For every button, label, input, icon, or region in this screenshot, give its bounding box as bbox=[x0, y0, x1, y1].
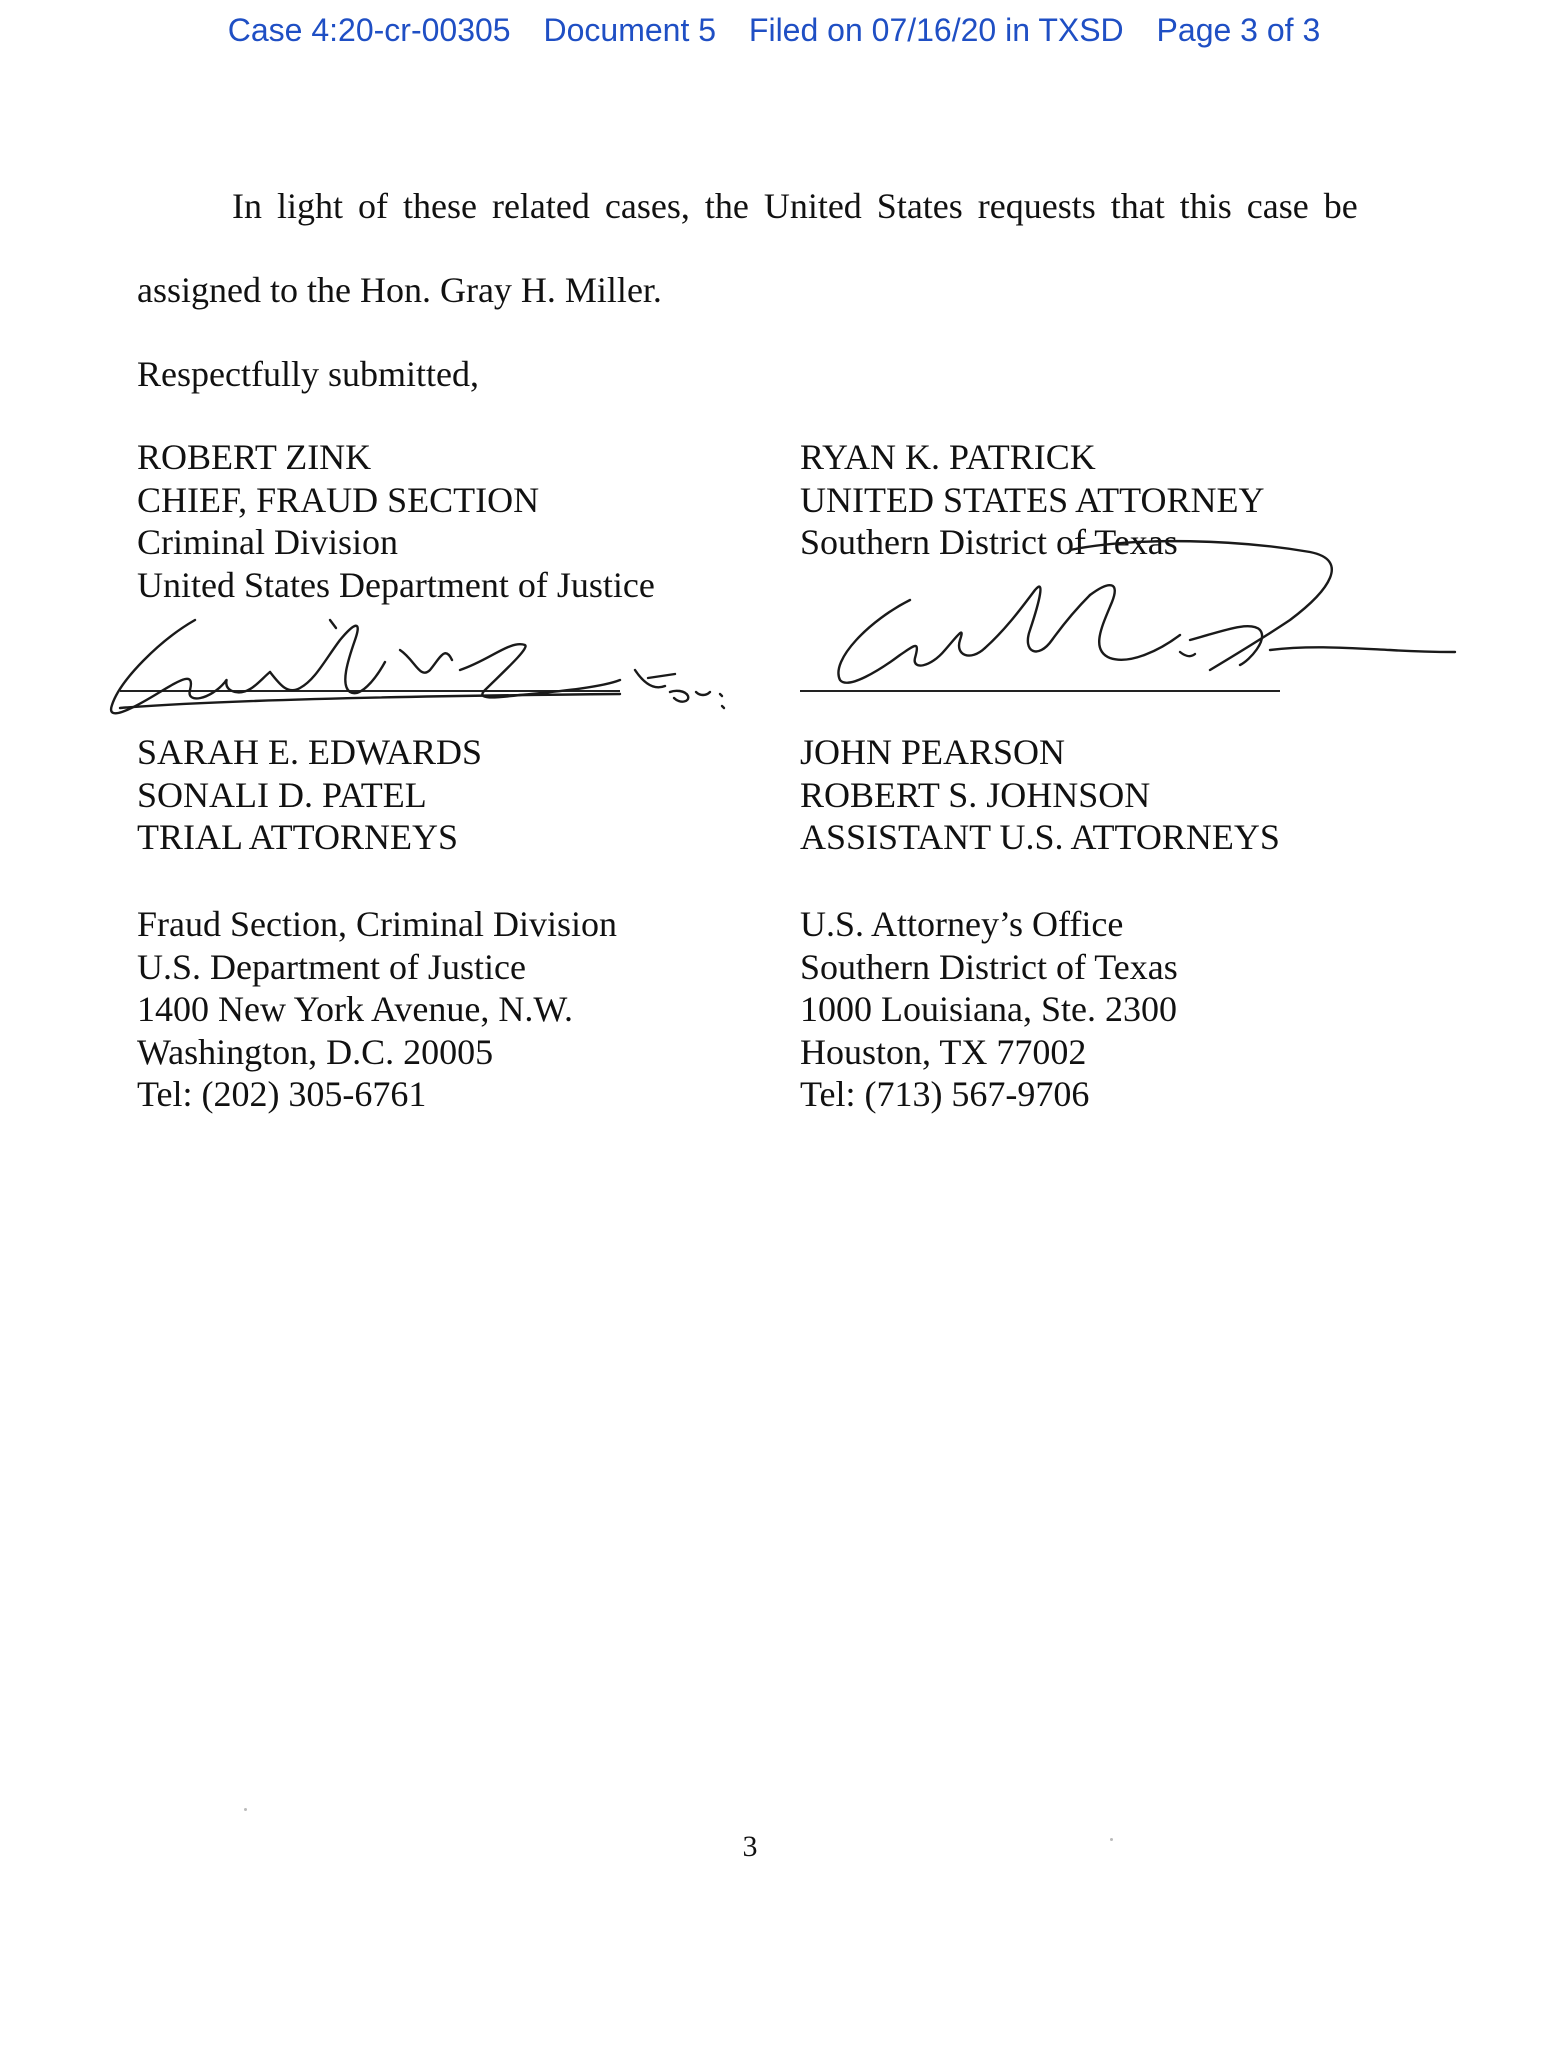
left-signatory-block bbox=[137, 436, 655, 606]
scan-speck bbox=[1110, 1838, 1113, 1841]
paragraph-line-2: assigned to the Hon. Gray H. Miller. bbox=[137, 270, 662, 310]
address-office: U.S. Attorney’s Office bbox=[800, 904, 1124, 944]
address-office: Fraud Section, Criminal Division bbox=[137, 904, 617, 944]
right-address-block bbox=[800, 903, 1178, 1116]
attorney-name: SONALI D. PATEL bbox=[137, 774, 427, 815]
address-city: Washington, D.C. 20005 bbox=[137, 1031, 494, 1072]
address-phone: Tel: (202) 305-6761 bbox=[137, 1074, 427, 1114]
address-street: 1400 New York Avenue, N.W. bbox=[137, 989, 573, 1029]
address-phone: Tel: (713) 567-9706 bbox=[800, 1074, 1090, 1114]
attorney-role: TRIAL ATTORNEYS bbox=[137, 817, 459, 857]
attorney-name: JOHN PEARSON bbox=[800, 732, 1066, 772]
address-city: Houston, TX 77002 bbox=[800, 1031, 1087, 1072]
page-indicator: Page 3 of 3 bbox=[1156, 12, 1321, 48]
address-department: U.S. Department of Justice bbox=[137, 946, 526, 987]
left-address-block bbox=[137, 903, 617, 1116]
document-number: Document 5 bbox=[543, 12, 717, 48]
signatory-name: ROBERT ZINK bbox=[137, 437, 372, 477]
closing-line: Respectfully submitted, bbox=[137, 354, 479, 394]
signatory-division: Criminal Division bbox=[137, 522, 398, 562]
right-handwritten-signature bbox=[790, 540, 1450, 690]
signatory-district: Southern District of Texas bbox=[800, 522, 1178, 562]
filed-date: Filed on 07/16/20 in TXSD bbox=[748, 12, 1124, 48]
signatory-title: UNITED STATES ATTORNEY bbox=[800, 479, 1265, 520]
right-signature-line bbox=[800, 690, 1280, 692]
address-street: 1000 Louisiana, Ste. 2300 bbox=[800, 989, 1177, 1029]
attorney-name: SARAH E. EDWARDS bbox=[137, 732, 483, 772]
signatory-name: RYAN K. PATRICK bbox=[800, 437, 1096, 477]
scan-speck bbox=[244, 1808, 247, 1811]
right-attorneys-block bbox=[800, 731, 1280, 859]
court-filing-header bbox=[0, 12, 1548, 49]
left-attorneys-block bbox=[137, 731, 482, 859]
address-district: Southern District of Texas bbox=[800, 946, 1178, 987]
page-number: 3 bbox=[742, 1830, 758, 1863]
signatory-department: United States Department of Justice bbox=[137, 564, 655, 605]
attorney-name: ROBERT S. JOHNSON bbox=[800, 774, 1151, 815]
paragraph-line-1: In light of these related cases, the United States requests that this case be bbox=[232, 186, 1358, 226]
signatory-title: CHIEF, FRAUD SECTION bbox=[137, 479, 540, 520]
case-number: Case 4:20-cr-00305 bbox=[227, 12, 511, 48]
attorney-role: ASSISTANT U.S. ATTORNEYS bbox=[800, 817, 1280, 857]
left-handwritten-signature bbox=[100, 600, 740, 740]
